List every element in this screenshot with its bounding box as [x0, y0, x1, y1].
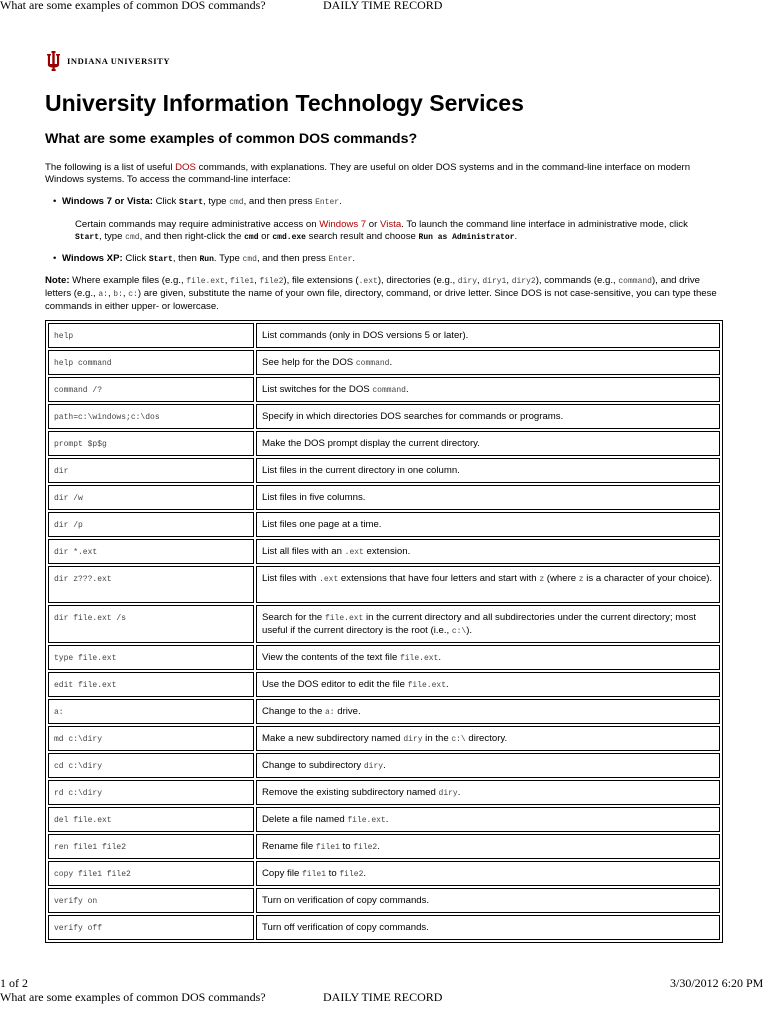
command-cell: [48, 350, 254, 375]
command-cell: [48, 605, 254, 643]
command-cell: [48, 539, 254, 564]
command-text: ren file1 file2: [54, 843, 127, 852]
table-row: [48, 672, 720, 697]
description-text: extensions that have four letters and start with: [338, 573, 540, 584]
description-code: file.ext: [347, 816, 386, 825]
description-text: List all files with an: [262, 546, 345, 557]
command-cell: [48, 834, 254, 859]
description-code: diry: [438, 789, 458, 798]
command-cell: [48, 512, 254, 537]
bullet-windowsxp: • Windows XP: Click Start, then Run. Type cmd, and then press Enter.: [62, 253, 355, 264]
command-text: dir z???.ext: [54, 575, 112, 584]
description-cell: [256, 404, 720, 429]
command-cell: [48, 645, 254, 670]
table-row: [48, 458, 720, 483]
command-cell: [48, 431, 254, 456]
description-text: in the: [422, 733, 452, 744]
description-text: Search for the: [262, 612, 325, 623]
description-cell: [256, 605, 720, 643]
table-row: [48, 377, 720, 402]
table-row: [48, 753, 720, 778]
description-text: in the current directory and all subdirectories under the current directory; most useful if the current directory is the root (i.e.,: [262, 612, 697, 636]
description-text: to: [339, 841, 354, 852]
description-code: file2: [353, 843, 378, 852]
footer-page: 1 of 2: [0, 976, 28, 990]
table-row: [48, 807, 720, 832]
admin-note: Certain commands may require administrative access on Windows 7 or Vista. To launch the command line interface in administrative mode, click Start, type cmd, and then right-click the cmd or cmd.exe search result and choose Run as Administrator.: [75, 219, 688, 242]
page-heading: University Information Technology Services: [45, 90, 524, 116]
description-text: is a character of your choice).: [583, 573, 713, 584]
table-row: [48, 350, 720, 375]
description-text: .: [383, 760, 386, 771]
command-cell: [48, 861, 254, 886]
bullet-windows7: • Windows 7 or Vista: Click Start, type cmd, and then press Enter.: [62, 196, 342, 207]
description-text: Delete a file named: [262, 814, 348, 825]
description-text: .: [457, 787, 461, 798]
description-cell: [256, 458, 720, 483]
command-cell: [48, 377, 254, 402]
description-text: (where: [544, 573, 579, 584]
command-cell: [48, 915, 254, 940]
description-code: diry: [403, 735, 423, 744]
logo-name: INDIANA UNIVERSITY: [67, 56, 171, 66]
description-code: .ext: [344, 548, 364, 557]
description-code: command: [372, 386, 406, 395]
description-text: ).: [466, 625, 473, 636]
description-code: z: [578, 575, 584, 584]
command-cell: [48, 485, 254, 510]
command-cell: [48, 458, 254, 483]
description-code: file.ext: [407, 681, 446, 690]
description-code: file.ext: [399, 654, 439, 663]
description-code: c:\: [451, 627, 467, 636]
description-text: Turn off verification of copy commands.: [262, 922, 429, 933]
command-text: help: [54, 332, 74, 341]
description-text: extension.: [363, 546, 411, 557]
table-row: [48, 861, 720, 886]
description-cell: [256, 807, 720, 832]
description-text: Make a new subdirectory named: [262, 733, 404, 744]
description-cell: [256, 699, 720, 724]
description-code: c:\: [451, 735, 466, 744]
description-text: .: [405, 384, 409, 395]
command-cell: [48, 672, 254, 697]
command-cell: [48, 323, 254, 348]
command-text: dir *.ext: [54, 548, 98, 557]
command-cell: [48, 780, 254, 805]
description-code: z: [539, 575, 545, 584]
description-cell: [256, 726, 720, 751]
print-header-title: What are some examples of common DOS commands?: [0, 0, 266, 12]
command-text: del file.ext: [54, 816, 112, 825]
description-text: Rename file: [262, 841, 316, 852]
description-text: List commands (only in DOS versions 5 or later).: [262, 330, 469, 341]
description-text: directory.: [465, 733, 508, 744]
description-cell: [256, 539, 720, 564]
command-text: dir: [54, 467, 69, 476]
table-row: [48, 404, 720, 429]
dos-link[interactable]: DOS: [175, 162, 196, 173]
command-text: verify off: [54, 924, 103, 933]
description-cell: [256, 888, 720, 913]
description-text: List files one page at a time.: [262, 519, 382, 530]
table-row: [48, 780, 720, 805]
description-text: drive.: [334, 706, 361, 717]
windows7-link[interactable]: Windows 7: [319, 219, 367, 230]
description-text: Turn on verification of copy commands.: [262, 895, 430, 906]
description-text: .: [385, 814, 389, 825]
description-cell: [256, 566, 720, 603]
description-text: Change to subdirectory: [262, 760, 364, 771]
table-row: [48, 431, 720, 456]
table-row: [48, 323, 720, 348]
description-cell: [256, 377, 720, 402]
trident-icon: [46, 51, 61, 71]
description-text: Specify in which directories DOS searches for commands or programs.: [262, 411, 564, 422]
table-row: [48, 699, 720, 724]
description-text: List files in the current directory in one column.: [262, 465, 460, 476]
description-cell: [256, 485, 720, 510]
description-cell: [256, 834, 720, 859]
table-row: [48, 566, 720, 603]
description-cell: [256, 512, 720, 537]
command-text: dir /w: [54, 494, 83, 503]
command-text: verify on: [54, 897, 98, 906]
description-code: diry: [363, 762, 384, 771]
table-row: [48, 485, 720, 510]
description-code: .ext: [319, 575, 339, 584]
description-text: Change to the: [262, 706, 325, 717]
description-text: Make the DOS prompt display the current directory.: [262, 438, 480, 449]
description-cell: [256, 431, 720, 456]
print-header-title-2: What are some examples of common DOS commands?: [0, 990, 266, 1004]
description-code: a:: [324, 708, 335, 717]
command-text: rd c:\diry: [54, 789, 103, 798]
description-text: to: [326, 868, 340, 879]
table-row: [48, 726, 720, 751]
command-text: prompt $p$g: [54, 440, 107, 449]
command-text: path=c:\windows;c:\dos: [54, 413, 160, 422]
description-code: file.ext: [324, 614, 364, 623]
command-cell: [48, 699, 254, 724]
table-row: [48, 539, 720, 564]
table-row: [48, 915, 720, 940]
description-cell: [256, 861, 720, 886]
command-cell: [48, 888, 254, 913]
description-text: Use the DOS editor to edit the file: [262, 679, 408, 690]
table-row: [48, 645, 720, 670]
page-subheading: What are some examples of common DOS commands?: [45, 131, 418, 147]
footer-datetime: 3/30/2012 6:20 PM: [670, 976, 764, 990]
command-cell: [48, 726, 254, 751]
command-text: command /?: [54, 386, 103, 395]
command-text: type file.ext: [54, 654, 117, 663]
description-cell: [256, 915, 720, 940]
description-code: command: [355, 359, 390, 368]
description-text: .: [377, 841, 380, 852]
print-header-site-2: DAILY TIME RECORD: [323, 990, 443, 1004]
description-text: .: [438, 652, 442, 663]
description-text: .: [389, 357, 393, 368]
description-cell: [256, 753, 720, 778]
command-text: md c:\diry: [54, 735, 103, 744]
command-text: cd c:\diry: [54, 762, 103, 771]
description-text: Copy file: [262, 868, 302, 879]
description-code: file1: [302, 870, 327, 879]
command-text: help command: [54, 359, 112, 368]
note-paragraph: Note: Where example files (e.g., file.ext, file1, file2), file extensions (.ext), directories (e.g., diry, diry1, diry2), commands (e.g., command), and drive letters (e.g., a:, b:, c:) are given, substitute the name of your own file, directory, command, or drive letter. Since DOS is not case-sensitive, you can type these commands in either upper- or lowercase.: [45, 275, 717, 312]
description-code: file2: [339, 870, 364, 879]
table-row: [48, 834, 720, 859]
description-code: file1: [315, 843, 340, 852]
print-header-site: DAILY TIME RECORD: [323, 0, 443, 12]
description-text: View the contents of the text file: [262, 652, 400, 663]
command-cell: [48, 807, 254, 832]
description-text: .: [446, 679, 449, 690]
description-text: List switches for the DOS: [262, 384, 373, 395]
command-cell: [48, 404, 254, 429]
command-text: a:: [54, 708, 64, 717]
description-cell: [256, 645, 720, 670]
description-text: See help for the DOS: [262, 357, 356, 368]
description-cell: [256, 672, 720, 697]
description-text: Remove the existing subdirectory named: [262, 787, 439, 798]
command-text: dir /p: [54, 521, 83, 530]
command-cell: [48, 566, 254, 603]
iu-logo[interactable]: [46, 51, 170, 71]
command-text: copy file1 file2: [54, 870, 131, 879]
description-text: List files with: [262, 573, 320, 584]
command-text: dir file.ext /s: [54, 614, 127, 623]
description-cell: [256, 350, 720, 375]
command-cell: [48, 753, 254, 778]
commands-table: [45, 320, 723, 943]
intro-paragraph: The following is a list of useful DOS commands, with explanations. They are useful on older DOS systems and in the command-line interface on modern Windows systems. To access the command-line interface:: [45, 162, 691, 185]
description-text: List files in five columns.: [262, 492, 366, 503]
table-row: [48, 512, 720, 537]
command-text: edit file.ext: [54, 681, 117, 690]
vista-link[interactable]: Vista: [380, 219, 402, 230]
description-cell: [256, 323, 720, 348]
description-text: .: [363, 868, 367, 879]
table-row: [48, 605, 720, 643]
table-row: [48, 888, 720, 913]
description-cell: [256, 780, 720, 805]
